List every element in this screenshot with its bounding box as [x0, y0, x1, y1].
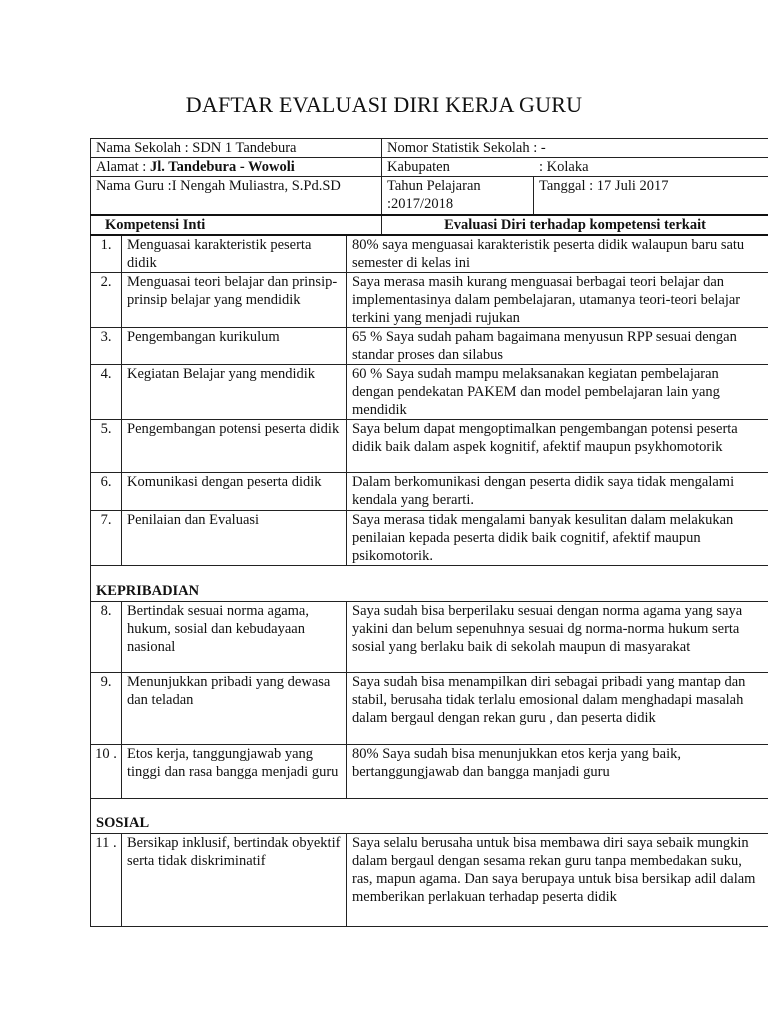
evaluation-cell: Saya sudah bisa berperilaku sesuai dengan norma agama yang saya yakini dan belum sepenuhnya sesuai dg norma-norma hukum serta sosial yang berlaku baik di sekolah maupun di masyarakat [347, 601, 768, 672]
teacher-cell [91, 177, 382, 215]
competency-cell: Menunjukkan pribadi yang dewasa dan teladan [122, 672, 347, 744]
address-value: Jl. Tandebura - Wowoli [149, 159, 295, 175]
evaluation-cell: Dalam berkomunikasi dengan peserta didik saya tidak mengalami kendala yang berarti. [347, 472, 768, 510]
school-label: Nama Sekolah : [96, 140, 193, 156]
competency-cell: Menguasai karakteristik peserta didik [122, 235, 347, 273]
row-number: 10 . [91, 744, 122, 798]
date-cell: Tanggal : 17 Juli 2017 [534, 177, 768, 215]
evaluation-cell: 65 % Saya sudah paham bagaimana menyusun RPP sesuai dengan standar proses dan silabus [347, 327, 768, 364]
evaluation-cell: 80% Saya sudah bisa menunjukkan etos kerja yang baik, bertanggungjawab dan bangga manjadi guru [347, 744, 768, 798]
header-evaluation: Evaluasi Diri terhadap kompetensi terkait [382, 215, 768, 235]
row-number: 3. [91, 327, 122, 364]
table-row [91, 272, 768, 327]
school-name: SDN 1 Tandebura [192, 140, 297, 156]
competency-cell: Penilaian dan Evaluasi [122, 510, 347, 565]
school-cell [91, 139, 382, 158]
year-label: Tahun Pelajaran [387, 178, 481, 194]
row-number: 11 . [91, 833, 122, 926]
competency-cell: Bersikap inklusif, bertindak obyektif serta tidak diskriminatif [122, 833, 347, 926]
address-label: Alamat : [96, 159, 150, 175]
competency-cell: Menguasai teori belajar dan prinsip-prinsip belajar yang mendidik [122, 272, 347, 327]
row-number: 5. [91, 419, 122, 472]
info-row-teacher [91, 177, 768, 215]
row-number: 2. [91, 272, 122, 327]
table-row [91, 327, 768, 364]
table-row [91, 235, 768, 273]
row-number: 6. [91, 472, 122, 510]
evaluation-cell: 80% saya menguasai karakteristik peserta didik walaupun baru satu semester di kelas ini [347, 235, 768, 273]
evaluation-cell: Saya merasa tidak mengalami banyak kesulitan dalam melakukan penilaian kepada peserta didik baik cognitif, afektif maupun psikomotorik. [347, 510, 768, 565]
section-heading: KEPRIBADIAN [91, 565, 768, 601]
row-number: 8. [91, 601, 122, 672]
table-row [91, 510, 768, 565]
document-title: DAFTAR EVALUASI DIRI KERJA GURU [185, 92, 583, 117]
section-sosial [91, 798, 768, 833]
kabupaten-label: Kabupaten [387, 159, 450, 175]
kabupaten-cell [382, 158, 768, 177]
table-row [91, 364, 768, 419]
competency-cell: Kegiatan Belajar yang mendidik [122, 364, 347, 419]
kabupaten-value: : Kolaka [539, 159, 589, 175]
table-row [91, 419, 768, 472]
section-kepribadian [91, 565, 768, 601]
table-row [91, 833, 768, 926]
evaluation-cell: 60 % Saya sudah mampu melaksanakan kegiatan pembelajaran dengan pendekatan PAKEM dan model pembelajaran lain yang mendidik [347, 364, 768, 419]
teacher-label: Nama Guru : [96, 178, 172, 194]
year-cell [382, 177, 534, 215]
competency-cell: Etos kerja, tanggungjawab yang tinggi dan rasa bangga menjadi guru [122, 744, 347, 798]
evaluation-cell: Saya merasa masih kurang menguasai berbagai teori belajar dan implementasinya dalam pembelajaran, utamanya teori-teori belajar terkini yang menjadi rujukan [347, 272, 768, 327]
section-heading: SOSIAL [91, 798, 768, 833]
table-row [91, 744, 768, 798]
evaluation-cell: Saya belum dapat mengoptimalkan pengembangan potensi peserta didik baik dalam aspek kognitif, afektif maupun psykhomotorik [347, 419, 768, 472]
competency-cell: Pengembangan potensi peserta didik [122, 419, 347, 472]
table-row [91, 672, 768, 744]
info-row-school [91, 139, 768, 158]
evaluation-table [90, 138, 768, 927]
competency-cell: Komunikasi dengan peserta didik [122, 472, 347, 510]
teacher-name: I Nengah Muliastra, S.Pd.SD [171, 178, 341, 194]
evaluation-cell: Saya selalu berusaha untuk bisa membawa diri saya sebaik mungkin dalam bergaul dengan sesama rekan guru tanpa membedakan suku, ras, mapun agama. Dan saya berupaya untuk bisa bersikap adil dalam memberikan perlakuan terhadap peserta didik [347, 833, 768, 926]
competency-cell: Bertindak sesuai norma agama, hukum, sosial dan kebudayaan nasional [122, 601, 347, 672]
competency-cell: Pengembangan kurikulum [122, 327, 347, 364]
nss-cell: Nomor Statistik Sekolah : - [382, 139, 768, 158]
year-value: :2017/2018 [387, 196, 454, 212]
table-row [91, 472, 768, 510]
table-row [91, 601, 768, 672]
evaluation-cell: Saya sudah bisa menampilkan diri sebagai pribadi yang mantap dan stabil, berusaha tidak terlalu emosional dalam menghadapi masalah dalam bergaul dengan rekan guru , dan peserta didik [347, 672, 768, 744]
row-number: 9. [91, 672, 122, 744]
header-competency: Kompetensi Inti [91, 215, 382, 235]
info-row-address [91, 158, 768, 177]
row-number: 1. [91, 235, 122, 273]
row-number: 4. [91, 364, 122, 419]
table-header [91, 215, 768, 235]
row-number: 7. [91, 510, 122, 565]
address-cell [91, 158, 382, 177]
